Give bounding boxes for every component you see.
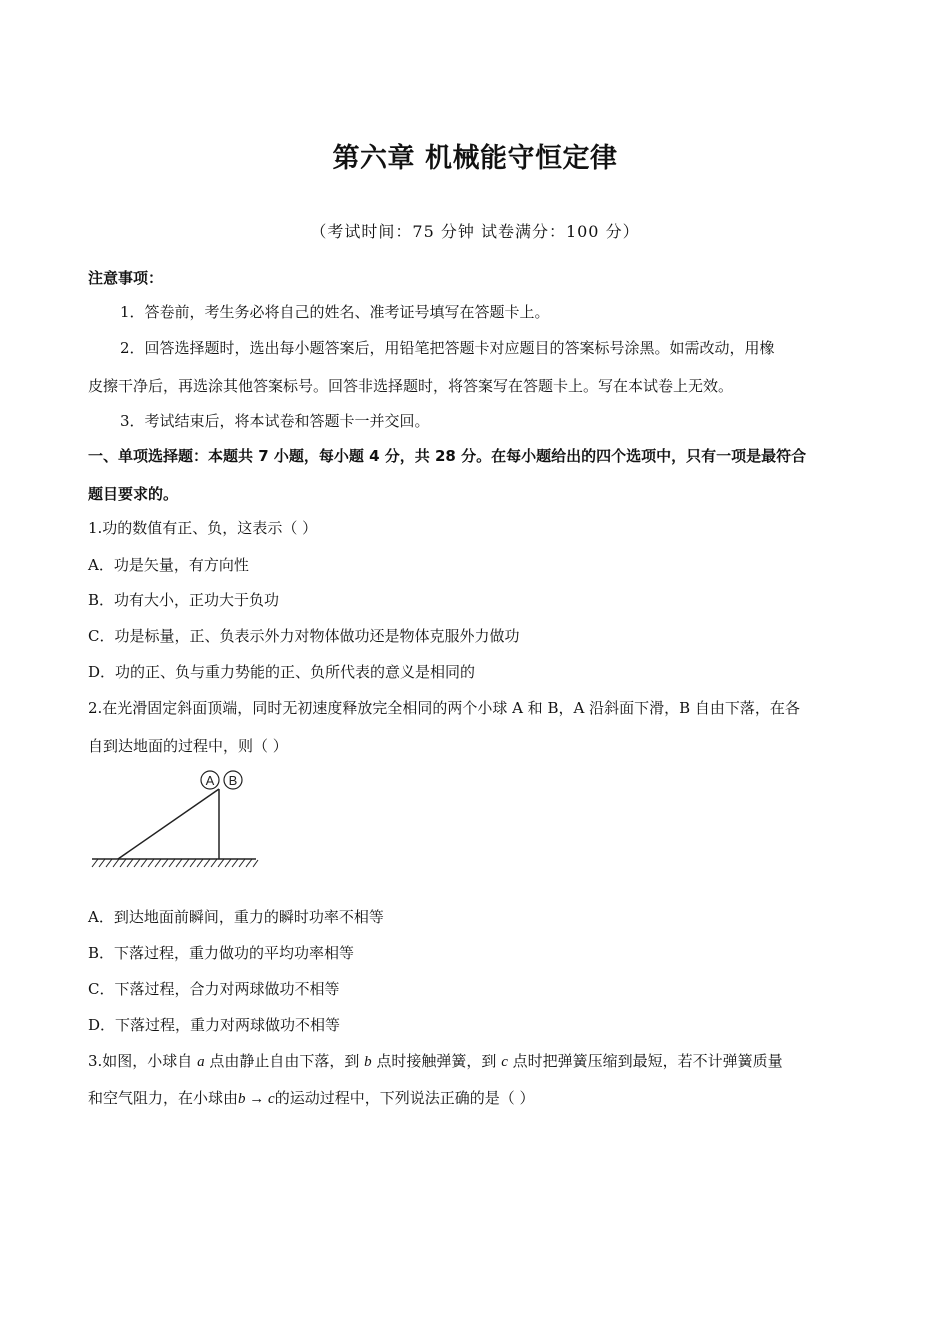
q3-text-1: 3.如图，小球自 — [88, 1052, 198, 1070]
question-1-option-a: A．功是矢量，有方向性 — [88, 556, 249, 574]
question-3-stem-cont — [88, 1088, 534, 1109]
var-a: a — [197, 1054, 205, 1070]
question-2-option-b: B．下落过程，重力做功的平均功率相等 — [88, 944, 355, 962]
incline-line — [118, 789, 219, 859]
question-2-option-d: D．下落过程，重力对两球做功不相等 — [88, 1016, 341, 1034]
motion-expression: b → c — [238, 1091, 275, 1107]
question-1-option-d: D．功的正、负与重力势能的正、负所代表的意义是相同的 — [88, 663, 476, 681]
question-1-option-b: B．功有大小，正功大于负功 — [88, 591, 280, 609]
note-item-3: 3．考试结束后，将本试卷和答题卡一并交回。 — [120, 412, 430, 430]
var-c: c — [501, 1054, 508, 1070]
question-2-stem-cont: 自到达地面的过程中，则（ ） — [88, 737, 288, 755]
notes-heading: 注意事项： — [88, 269, 164, 287]
note-item-2: 2．回答选择题时，选出每小题答案后，用铅笔把答题卡对应题目的答案标号涂黑。如需改动，用橡 — [120, 339, 775, 357]
note-item-1: 1．答卷前，考生务必将自己的姓名、准考证号填写在答题卡上。 — [120, 303, 550, 321]
q3-text-6: 的运动过程中，下列说法正确的是（ ） — [274, 1089, 535, 1107]
q3-text-4: 点时把弹簧压缩到最短，若不计弹簧质量 — [507, 1052, 783, 1070]
section-heading-cont: 题目要求的。 — [88, 485, 179, 503]
var-b: b — [364, 1054, 372, 1070]
ball-a-label: A — [205, 773, 215, 788]
ball-b-label: B — [228, 773, 238, 788]
section-heading: 一、单项选择题：本题共 7 小题，每小题 4 分，共 28 分。在每小题给出的四个选项中，只有一项是最符合 — [88, 447, 807, 465]
q3-text-5: 和空气阻力，在小球由 — [88, 1089, 239, 1107]
question-2-option-a: A．到达地面前瞬间，重力的瞬时功率不相等 — [88, 908, 384, 926]
ground-hatching — [92, 859, 258, 867]
q3-text-3: 点时接触弹簧，到 — [371, 1052, 502, 1070]
question-2-stem: 2.在光滑固定斜面顶端，同时无初速度释放完全相同的两个小球 A 和 B，A 沿斜面下滑，B 自由下落，在各 — [88, 699, 800, 717]
question-1-stem: 1.功的数值有正、负，这表示（ ） — [88, 519, 318, 537]
page-title: 第六章 机械能守恒定律 — [332, 143, 618, 174]
incline-figure — [88, 766, 260, 872]
question-3-stem — [88, 1051, 783, 1072]
question-1-option-c: C．功是标量，正、负表示外力对物体做功还是物体克服外力做功 — [88, 627, 520, 645]
exam-info: （考试时间：75 分钟 试卷满分：100 分） — [310, 222, 640, 241]
note-item-2-cont: 皮擦干净后，再选涂其他答案标号。回答非选择题时，将答案写在答题卡上。写在本试卷上无效。 — [88, 377, 734, 395]
q3-text-2: 点由静止自由下落，到 — [204, 1052, 365, 1070]
question-2-option-c: C．下落过程，合力对两球做功不相等 — [88, 980, 340, 998]
